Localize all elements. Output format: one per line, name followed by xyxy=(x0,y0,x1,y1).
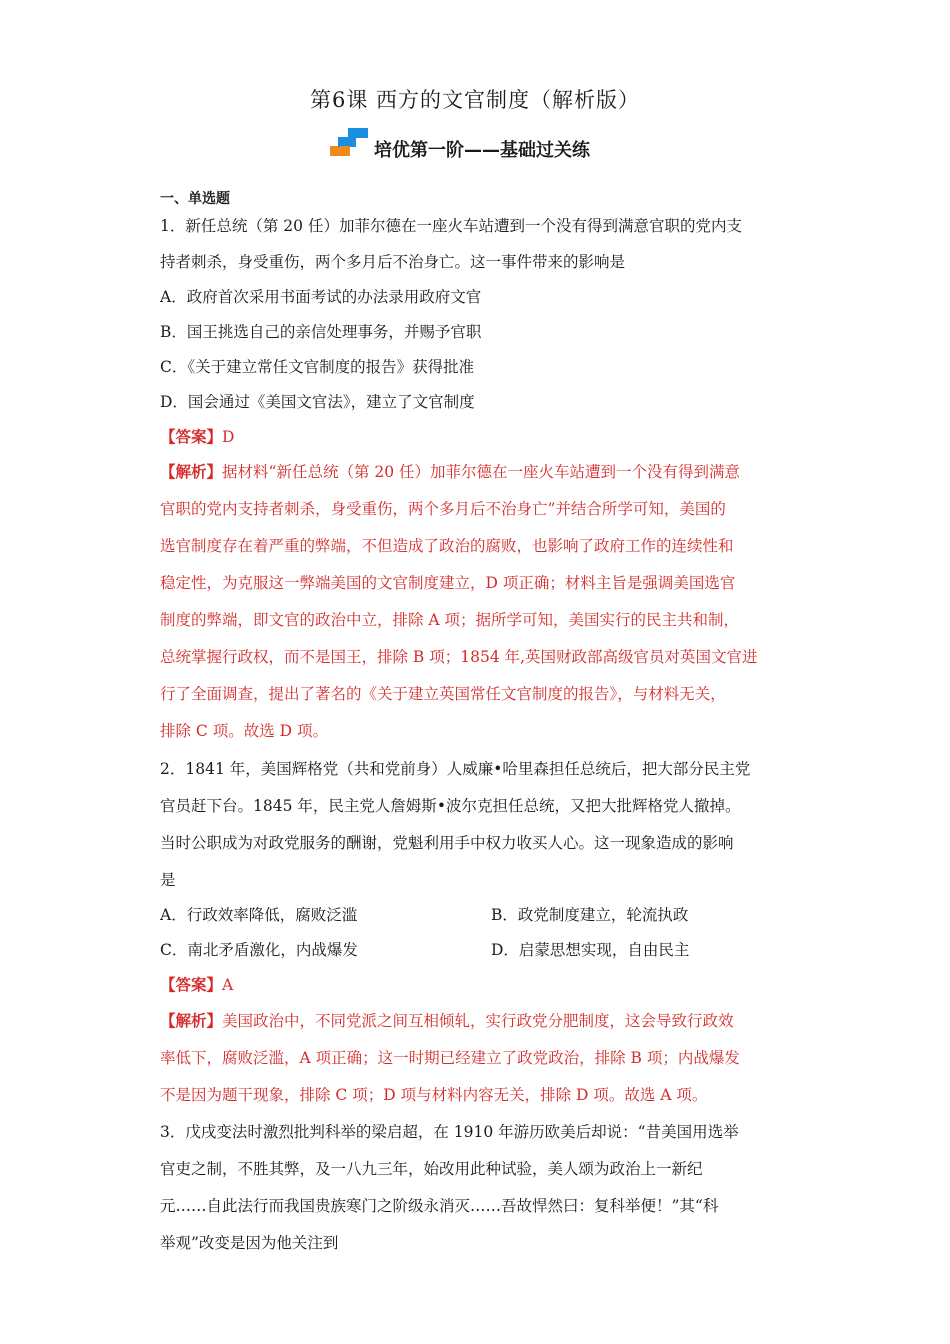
question-stem-line: 元……自此法行而我国贵族寒门之阶级永消灭……吾故悍然曰：复科举便！”其“科 xyxy=(160,1197,719,1215)
question-stem-line: 2．1841 年，美国辉格党（共和党前身）人威廉•哈里森担任总统后，把大部分民主党 xyxy=(160,760,751,778)
question-stem-line: 当时公职成为对政党服务的酬谢，党魁利用手中权力收买人心。这一现象造成的影响 xyxy=(160,834,734,852)
section-heading: 一、单选题 xyxy=(160,191,230,207)
option-d: D．启蒙思想实现，自由民主 xyxy=(491,941,690,959)
analysis-line xyxy=(160,1009,800,1031)
stairs-icon xyxy=(330,124,374,158)
option-c: C．南北矛盾激化，内战爆发 xyxy=(160,941,358,959)
question-stem-line: 持者刺杀，身受重伤，两个多月后不治身亡。这一事件带来的影响是 xyxy=(160,253,626,271)
answer-line xyxy=(160,973,800,995)
option-a: A．政府首次采用书面考试的办法录用政府文官 xyxy=(160,288,482,306)
analysis-text: 美国政治中，不同党派之间互相倾轧，实行政党分肥制度，这会导致行政效 xyxy=(222,1012,734,1030)
answer-tag: 【答案】 xyxy=(160,975,223,994)
answer-value: A xyxy=(222,976,234,994)
question-stem-line: 3．戊戌变法时激烈批判科举的梁启超，在 1910 年游历欧美后却说：“昔美国用选举 xyxy=(160,1123,739,1141)
question-stem-line: 是 xyxy=(160,871,176,889)
analysis-line: 官职的党内支持者刺杀，身受重伤，两个多月后不治身亡”并结合所学可知，美国的 xyxy=(160,500,726,518)
analysis-line: 制度的弊端，即文官的政治中立，排除 A 项；据所学可知，美国实行的民主共和制， xyxy=(160,611,740,629)
question-stem-line: 官吏之制，不胜其弊，及一八九三年，始改用此种试验，美人颂为政治上一新纪 xyxy=(160,1160,703,1178)
answer-line xyxy=(160,425,800,447)
stage-header xyxy=(0,124,950,164)
analysis-text: 据材料“新任总统（第 20 任）加菲尔德在一座火车站遭到一个没有得到满意 xyxy=(222,463,741,481)
analysis-line: 行了全面调查，提出了著名的《关于建立英国常任文官制度的报告》，与材料无关， xyxy=(160,685,726,703)
analysis-line: 率低下，腐败泛滥，A 项正确；这一时期已经建立了政党政治，排除 B 项；内战爆发 xyxy=(160,1049,740,1067)
stage-title: 培优第一阶——基础过关练 xyxy=(374,140,590,161)
analysis-tag: 【解析】 xyxy=(160,462,223,481)
analysis-line: 排除 C 项。故选 D 项。 xyxy=(160,722,328,740)
option-a: A．行政效率降低，腐败泛滥 xyxy=(160,906,358,924)
answer-tag: 【答案】 xyxy=(160,427,223,446)
document-title: 第6课 西方的文官制度（解析版） xyxy=(309,88,641,112)
option-b: B．政党制度建立，轮流执政 xyxy=(491,906,689,924)
option-b: B．国王挑选自己的亲信处理事务，并赐予官职 xyxy=(160,323,482,341)
question-stem-line: 举观”改变是因为他关注到 xyxy=(160,1234,339,1252)
analysis-line: 选官制度存在着严重的弊端，不但造成了政治的腐败，也影响了政府工作的连续性和 xyxy=(160,537,734,555)
question-stem-line: 官员赶下台。1845 年，民主党人詹姆斯•波尔克担任总统，又把大批辉格党人撤掉。 xyxy=(160,797,741,815)
question-stem-line: 1．新任总统（第 20 任）加菲尔德在一座火车站遭到一个没有得到满意官职的党内支 xyxy=(160,217,742,235)
answer-value: D xyxy=(222,428,235,446)
analysis-line xyxy=(160,460,800,482)
analysis-line: 稳定性，为克服这一弊端美国的文官制度建立，D 项正确；材料主旨是强调美国选官 xyxy=(160,574,736,592)
analysis-tag: 【解析】 xyxy=(160,1011,223,1030)
analysis-line: 不是因为题干现象，排除 C 项；D 项与材料内容无关，排除 D 项。故选 A 项。 xyxy=(160,1086,708,1104)
option-d: D．国会通过《美国文官法》，建立了文官制度 xyxy=(160,393,475,411)
option-c: C．《关于建立常任文官制度的报告》获得批准 xyxy=(160,358,475,376)
analysis-line: 总统掌握行政权，而不是国王，排除 B 项；1854 年,英国财政部高级官员对英国文官进 xyxy=(160,648,758,666)
